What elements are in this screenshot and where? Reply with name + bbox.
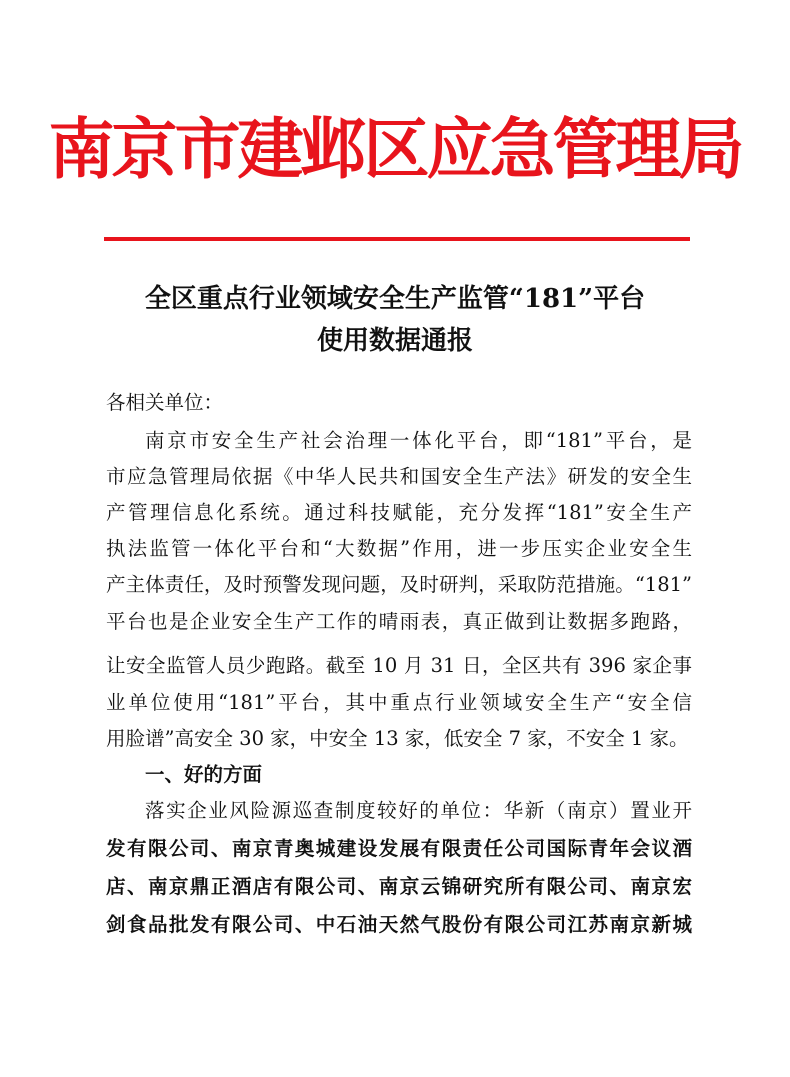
paragraph-2-line: 店、南京鼎正酒店有限公司、南京云锦研究所有限公司、南京宏: [106, 875, 692, 898]
title-line: 使用数据通报: [316, 326, 473, 356]
salutation: 各相关单位：: [106, 391, 224, 414]
issuer-masthead: 南京市建邺区应急管理局: [48, 111, 742, 188]
paragraph-1-line: 让安全监管人员少跑路。截至 10 月 31 日，全区共有 396 家企事: [106, 654, 692, 677]
paragraph-2-line: 剑食品批发有限公司、中石油天然气股份有限公司江苏南京新城: [106, 913, 692, 936]
title-line: 全区重点行业领域安全生产监管“181”平台: [144, 284, 646, 314]
document-title: [60, 278, 730, 362]
paragraph-1-line: 执法监管一体化平台和“大数据”作用，进一步压实企业安全生: [106, 537, 692, 560]
red-divider-line: [104, 237, 690, 241]
paragraph-2-line: 发有限公司、南京青奥城建设发展有限责任公司国际青年会议酒: [106, 837, 692, 860]
paragraph-1-line: 平台也是企业安全生产工作的晴雨表，真正做到让数据多跑路，: [106, 610, 692, 633]
section-heading: 一、好的方面: [145, 763, 263, 786]
paragraph-1-line: 南京市安全生产社会治理一体化平台，即“181”平台，是: [145, 429, 692, 452]
paragraph-1-line: 产管理信息化系统。通过科技赋能，充分发挥“181”安全生产: [106, 501, 692, 524]
paragraph-1-line: 用脸谱”高安全 30 家，中安全 13 家，低安全 7 家，不安全 1 家。: [106, 727, 689, 750]
paragraph-1-line: 产主体责任，及时预警发现问题，及时研判，采取防范措施。“181”: [106, 573, 692, 596]
paragraph-1-line: 业单位使用“181”平台，其中重点行业领域安全生产“安全信: [106, 691, 692, 714]
paragraph-2-line: 落实企业风险源巡查制度较好的单位：华新（南京）置业开: [145, 799, 692, 822]
paragraph-1-line: 市应急管理局依据《中华人民共和国安全生产法》研发的安全生: [106, 465, 692, 488]
